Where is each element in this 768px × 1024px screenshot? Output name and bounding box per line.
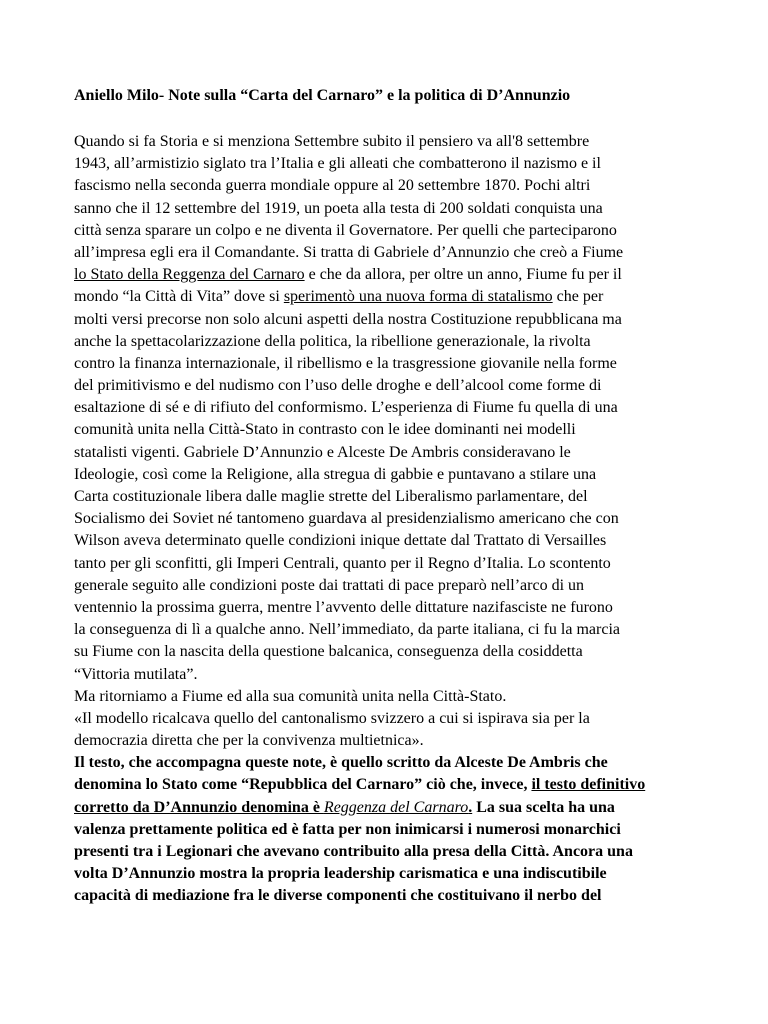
text-line bbox=[74, 486, 714, 508]
text-run: Reggenza del Carnaro bbox=[323, 798, 469, 816]
text-line bbox=[74, 774, 714, 796]
text-run: e che da allora, per oltre un anno, Fiume fu per il bbox=[304, 266, 622, 284]
text-line bbox=[74, 220, 714, 242]
text-run: fascismo nella seconda guerra mondiale oppure al 20 settembre 1870. Pochi altri bbox=[74, 177, 591, 195]
text-run: volta D’Annunzio mostra la propria leadership carismatica e una indiscutibile bbox=[74, 865, 607, 883]
text-run: La sua scelta ha una bbox=[472, 798, 615, 816]
text-line bbox=[74, 153, 714, 175]
text-line bbox=[74, 419, 714, 441]
text-run: anche la spettacolarizzazione della politica, la ribellione generazionale, la rivolta bbox=[74, 332, 591, 350]
document-body bbox=[74, 131, 714, 908]
text-run: denomina lo Stato come “Repubblica del Carnaro” ciò che, invece, bbox=[74, 776, 532, 794]
text-line bbox=[74, 242, 714, 264]
text-run: Carta costituzionale libera dalle maglie strette del Liberalismo parlamentare, del bbox=[74, 488, 588, 505]
text-run: valenza prettamente politica ed è fatta per non inimicarsi i numerosi monarchici bbox=[74, 820, 621, 838]
text-run: sperimentò una nuova forma di statalismo bbox=[283, 288, 553, 306]
text-line bbox=[74, 885, 714, 907]
text-run: città senza sparare un colpo e ne diventa il Governatore. Per quelli che parteciparono bbox=[74, 221, 617, 239]
text-line bbox=[74, 619, 714, 641]
text-line bbox=[74, 597, 714, 619]
text-run: Ma ritorniamo a Fiume ed alla sua comunità unita nella Città-Stato. bbox=[74, 687, 507, 705]
text-line bbox=[74, 752, 714, 774]
document-title: Aniello Milo- Note sulla “Carta del Carnaro” e la politica di D’Annunzio bbox=[74, 87, 571, 104]
text-run: il testo definitivo bbox=[531, 776, 646, 794]
text-run: comunità unita nella Città-Stato in contrasto con le idee dominanti nei modelli bbox=[74, 421, 576, 439]
text-run: del primitivismo e del nudismo con l’uso delle droghe e dell’alcool come forme di bbox=[74, 377, 602, 395]
text-line bbox=[74, 353, 714, 375]
text-run: «Il modello ricalcava quello del cantonalismo svizzero a cui si ispirava sia per la bbox=[74, 709, 590, 727]
text-run: lo Stato della Reggenza del Carnaro bbox=[74, 266, 305, 284]
text-line bbox=[74, 819, 714, 841]
text-line bbox=[74, 508, 714, 530]
text-run: Ideologie, così come la Religione, alla stregua di gabbie e puntavano a stilare una bbox=[74, 465, 597, 483]
text-run: Quando si fa Storia e si menziona Settembre subito il pensiero va all'8 settembre bbox=[74, 133, 590, 150]
text-run: statalisti vigenti. Gabriele D’Annunzio e Alceste De Ambris consideravano le bbox=[74, 443, 571, 461]
text-line bbox=[74, 797, 714, 819]
text-line bbox=[74, 331, 714, 353]
text-line bbox=[74, 553, 714, 575]
text-run: . bbox=[468, 798, 473, 816]
text-run: tanto per gli sconfitti, gli Imperi Centrali, quanto per il Regno d’Italia. Lo scontento bbox=[74, 554, 611, 572]
text-line bbox=[74, 664, 714, 686]
text-line bbox=[74, 686, 714, 708]
text-run: mondo “la Città di Vita” dove si bbox=[74, 288, 284, 306]
text-run: Wilson aveva determinato quelle condizioni inique dettate dal Trattato di Versailles bbox=[74, 532, 607, 550]
text-run: ventennio la prossima guerra, mentre l’avvento delle dittature nazifasciste ne furono bbox=[74, 598, 613, 616]
text-line bbox=[74, 841, 714, 863]
text-line bbox=[74, 730, 714, 752]
text-run: generale seguito alle condizioni poste dai trattati di pace preparò nell’arco di un bbox=[74, 576, 585, 594]
text-line bbox=[74, 530, 714, 552]
text-run: contro la finanza internazionale, il ribellismo e la trasgressione giovanile nella forme bbox=[74, 354, 617, 372]
text-run: all’impresa egli era il Comandante. Si tratta di Gabriele d’Annunzio che creò a Fiume bbox=[74, 243, 624, 261]
text-run: che per bbox=[552, 288, 604, 306]
text-line bbox=[74, 863, 714, 885]
text-run: democrazia diretta che per la convivenza multietnica». bbox=[74, 732, 424, 750]
text-line bbox=[74, 708, 714, 730]
text-run: capacità di mediazione fra le diverse componenti che costituivano il nerbo del bbox=[74, 887, 602, 905]
text-line bbox=[74, 309, 714, 331]
text-line bbox=[74, 131, 714, 153]
text-run: su Fiume con la nascita della questione balcanica, conseguenza della cosiddetta bbox=[74, 643, 583, 661]
text-line bbox=[74, 375, 714, 397]
text-line bbox=[74, 198, 714, 220]
text-run: Socialismo dei Soviet né tantomeno guardava al presidenzialismo americano che con bbox=[74, 510, 619, 528]
text-line bbox=[74, 575, 714, 597]
text-line bbox=[74, 464, 714, 486]
text-line bbox=[74, 286, 714, 308]
text-run: presenti tra i Legionari che avevano contribuito alla presa della Città. Ancora una bbox=[74, 843, 633, 860]
text-line bbox=[74, 641, 714, 663]
text-run: molti versi precorse non solo alcuni aspetti della nostra Costituzione repubblicana ma bbox=[74, 310, 622, 328]
text-line bbox=[74, 264, 714, 286]
text-run: 1943, all’armistizio siglato tra l’Italia e gli alleati che combatterono il nazismo e il bbox=[74, 155, 601, 173]
text-line bbox=[74, 442, 714, 464]
text-line bbox=[74, 175, 714, 197]
text-run: Il testo, che accompagna queste note, è quello scritto da Alceste De Ambris che bbox=[74, 754, 608, 772]
text-line bbox=[74, 397, 714, 419]
text-run: la conseguenza di lì a qualche anno. Nell’immediato, da parte italiana, ci fu la marcia bbox=[74, 621, 620, 639]
text-run: corretto da D’Annunzio denomina è bbox=[74, 798, 324, 816]
text-run: “Vittoria mutilata”. bbox=[74, 665, 198, 683]
text-run: esaltazione di sé e di rifiuto del conformismo. L’esperienza di Fiume fu quella di una bbox=[74, 399, 618, 417]
text-run: sanno che il 12 settembre del 1919, un poeta alla testa di 200 soldati conquista una bbox=[74, 199, 603, 217]
